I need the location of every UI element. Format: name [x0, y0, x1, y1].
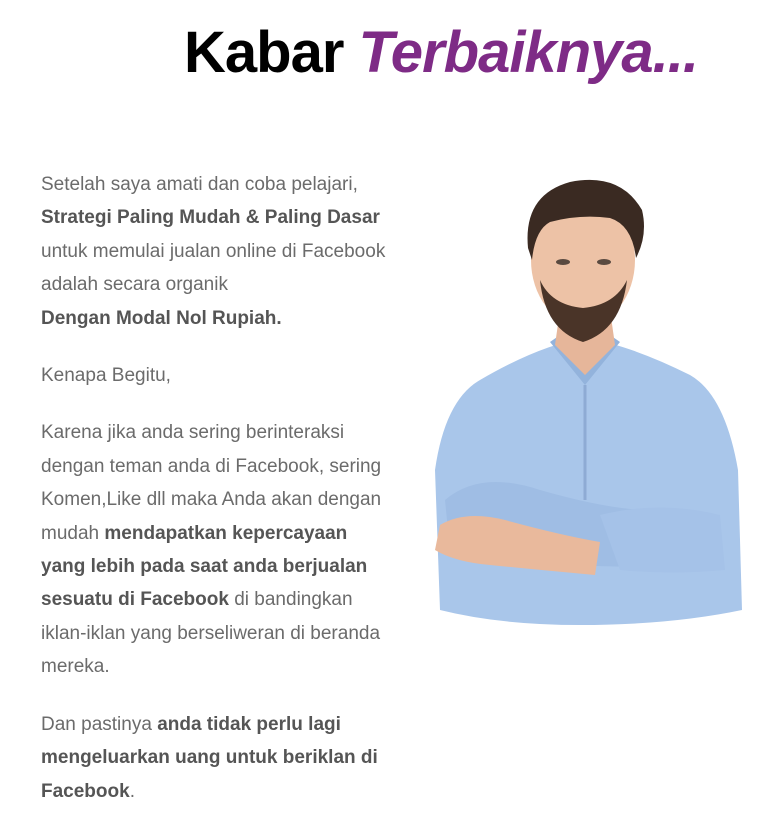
man-photo [420, 170, 745, 625]
p1-text-1: Setelah saya amati dan coba pelajari, [41, 174, 358, 195]
body-copy [41, 168, 391, 832]
p3-text-1: Karena jika anda sering berinteraksi dengan teman anda di Facebook, sering Komen,Like dll maka Anda akan dengan mudah [41, 422, 382, 544]
p1-bold-2: Dengan Modal Nol Rupiah. [41, 307, 282, 329]
p3-text-2: di bandingkan iklan-iklan yang berseliweran di beranda mereka. [41, 589, 381, 678]
p1-text-2: untuk memulai jualan online di Facebook adalah secara organik [41, 240, 386, 296]
p1-bold-1: Strategi Paling Mudah & Paling Dasar [41, 207, 380, 229]
p2-text-1: Kenapa Begitu, [41, 365, 171, 387]
p3-bold-1: mendapatkan kepercayaan yang lebih pada saat anda berjualan sesuatu di Facebook [41, 522, 368, 611]
paragraph-3 [41, 416, 391, 683]
headline-part-2: Terbaiknya... [358, 20, 698, 85]
p4-text-1: Dan pastinya [41, 713, 152, 735]
paragraph-4 [41, 708, 391, 808]
p4-text-2: . [129, 780, 135, 802]
paragraph-2 [41, 359, 391, 392]
paragraph-1 [41, 168, 391, 335]
man-crossed-arms-photo [420, 170, 745, 625]
page-headline [0, 18, 780, 88]
headline-part-1: Kabar [184, 20, 344, 85]
p4-bold-1: anda tidak perlu lagi mengeluarkan uang untuk beriklan di Facebook [41, 713, 378, 802]
